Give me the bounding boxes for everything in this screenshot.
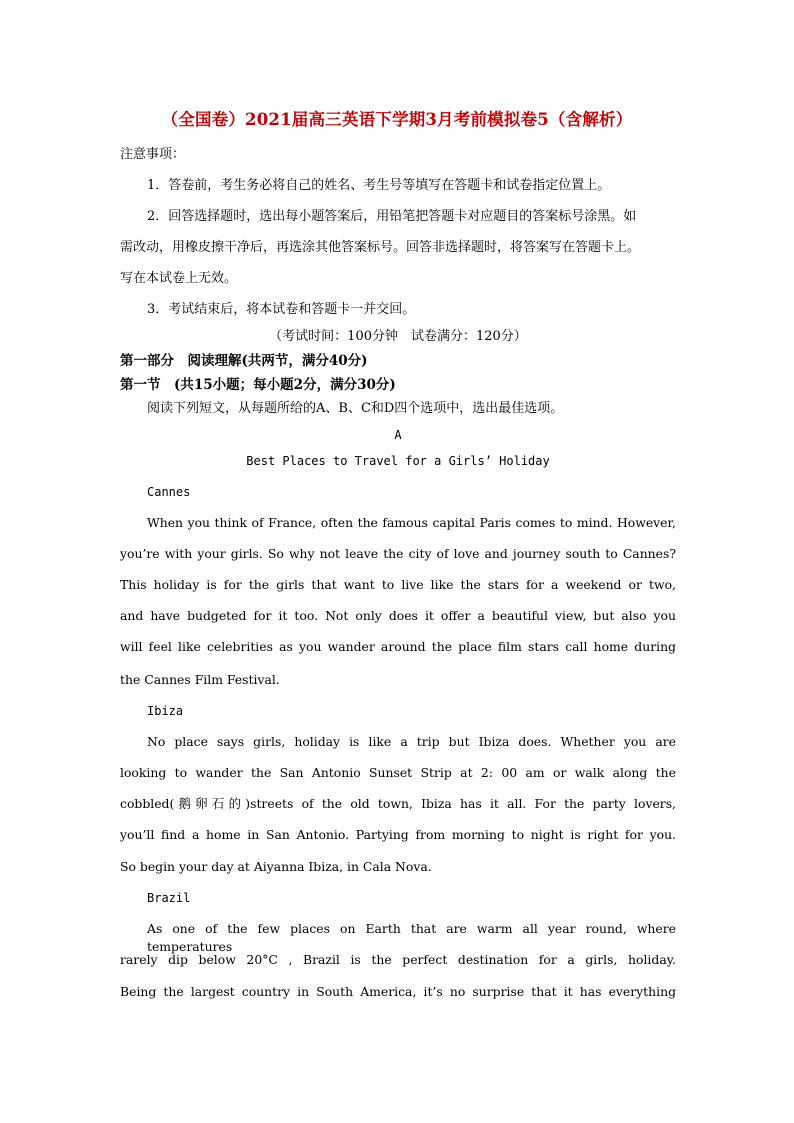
part-heading: 第一部分 阅读理解(共两节，满分40分) <box>120 353 368 369</box>
paragraph-line: rarely dip below 20°C , Brazil is the perfect destination for a girls, holiday. <box>120 952 676 967</box>
section-heading: 第一节 (共15小题；每小题2分，满分30分) <box>120 377 396 393</box>
section-heading-brazil: Brazil <box>147 891 191 905</box>
paragraph-line: So begin your day at Aiyanna Ibiza, in Cala Nova. <box>120 859 432 874</box>
passage-title: Best Places to Travel for a Girls’ Holiday <box>246 454 550 468</box>
document-title: （全国卷）2021届高三英语下学期3月考前模拟卷5（含解析） <box>161 110 633 129</box>
notice-heading: 注意事项： <box>120 147 186 162</box>
paragraph-line: As one of the few places on Earth that are warm all year round, where temperatures <box>147 921 676 954</box>
paragraph-line: looking to wander the San Antonio Sunset Strip at 2: 00 am or walk along the <box>120 765 676 780</box>
passage-letter: A <box>394 428 402 442</box>
paragraph-line: cobbled(鹅卵石的)streets of the old town, Ibiza has it all. For the party lovers, <box>120 796 676 811</box>
notice-item-3: 3．考试结束后，将本试卷和答题卡一并交回。 <box>147 302 416 317</box>
paragraph-line: This holiday is for the girls that want to live like the stars for a weekend or two, <box>120 577 676 592</box>
paragraph-line: When you think of France, often the famous capital Paris comes to mind. However, <box>147 515 676 530</box>
notice-item-2-line-1: 2．回答选择题时，选出每小题答案后，用铅笔把答题卡对应题目的答案标号涂黑。如 <box>147 209 637 224</box>
notice-item-1: 1．答卷前，考生务必将自己的姓名、考生号等填写在答题卡和试卷指定位置上。 <box>147 178 611 193</box>
paragraph-line: and have budgeted for it too. Not only does it offer a beautiful view, but also you <box>120 608 676 623</box>
section-heading-cannes: Cannes <box>147 485 191 499</box>
exam-time-note: （考试时间：100分钟 试卷满分：120分） <box>269 329 527 344</box>
section-heading-ibiza: Ibiza <box>147 704 184 718</box>
reading-instruction: 阅读下列短文，从每题所给的A、B、C和D四个选项中，选出最佳选项。 <box>147 401 564 416</box>
paragraph-line: No place says girls, holiday is like a trip but Ibiza does. Whether you are <box>147 734 676 749</box>
paragraph-line: Being the largest country in South America, it’s no surprise that it has everything <box>120 984 676 999</box>
paragraph-line: you’ll find a home in San Antonio. Partying from morning to night is right for you. <box>120 827 676 842</box>
paragraph-line: the Cannes Film Festival. <box>120 672 280 687</box>
notice-item-2-line-2: 需改动，用橡皮擦干净后，再选涂其他答案标号。回答非选择题时，将答案写在答题卡上。 <box>120 240 641 255</box>
paragraph-line: will feel like celebrities as you wander around the place film stars call home during <box>120 639 676 654</box>
paragraph-line: you’re with your girls. So why not leave the city of love and journey south to Cannes? <box>120 546 676 561</box>
notice-item-2-line-3: 写在本试卷上无效。 <box>120 271 238 286</box>
